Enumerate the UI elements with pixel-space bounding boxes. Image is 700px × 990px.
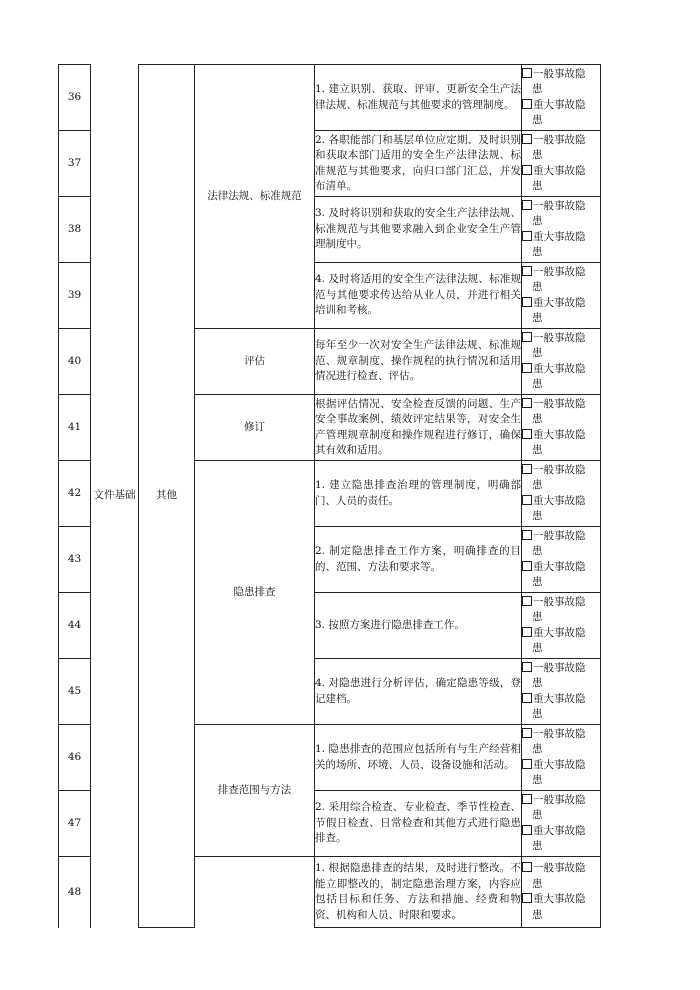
option-general[interactable]: 一般事故隐 [522,397,600,413]
checkbox-icon[interactable] [522,561,532,571]
hazard-level-options: 一般事故隐 患 重大事故隐 患 [522,197,601,263]
option-major[interactable]: 重大事故隐 [522,626,600,642]
checkbox-icon[interactable] [522,266,532,276]
option-general[interactable]: 一般事故隐 [522,595,600,611]
option-general[interactable]: 一般事故隐 [522,463,600,479]
checkbox-icon[interactable] [522,596,532,606]
row-content: 2. 采用综合检查、专业检查、季节性检查、节假日检查、日常检查和其他方式进行隐患排查。 [315,791,522,857]
option-general[interactable]: 一般事故隐 [522,265,600,281]
checkbox-icon[interactable] [522,231,532,241]
checkbox-icon[interactable] [522,530,532,540]
checkbox-icon[interactable] [522,297,532,307]
hazard-level-options: 一般事故隐 患 重大事故隐 患 [522,593,601,659]
checkbox-icon[interactable] [522,332,532,342]
row-number: 48 [59,857,91,928]
hazard-level-options: 一般事故隐 患 重大事故隐 患 [522,857,601,928]
option-general[interactable]: 一般事故隐 [522,331,600,347]
option-major[interactable]: 重大事故隐 [522,692,600,708]
option-general[interactable]: 一般事故隐 [522,133,600,149]
row-number: 43 [59,527,91,593]
checkbox-icon[interactable] [522,200,532,210]
checkbox-icon[interactable] [522,464,532,474]
checkbox-icon[interactable] [522,99,532,109]
checkbox-icon[interactable] [522,134,532,144]
checkbox-icon[interactable] [522,429,532,439]
checkbox-icon[interactable] [522,893,532,903]
row-number: 41 [59,395,91,461]
hazard-level-options: 一般事故隐 患 重大事故隐 患 [522,395,601,461]
option-major[interactable]: 重大事故隐 [522,296,600,312]
row-number: 47 [59,791,91,857]
group-eval: 评估 [195,329,315,395]
row-content: 1. 建立识别、获取、评审、更新安全生产法律法规、标准规范与其他要求的管理制度。 [315,65,522,131]
row-content: 3. 及时将识别和获取的安全生产法律法规、标准规范与其他要求融入到企业安全生产管理制度中。 [315,197,522,263]
hazard-level-options: 一般事故隐 患 重大事故隐 患 [522,461,601,527]
row-content: 1. 建立隐患排查治理的管理制度，明确部门、人员的责任。 [315,461,522,527]
hazard-level-options: 一般事故隐 患 重大事故隐 患 [522,263,601,329]
checkbox-icon[interactable] [522,759,532,769]
group-revise: 修订 [195,395,315,461]
hazard-level-options: 一般事故隐 患 重大事故隐 患 [522,791,601,857]
checkbox-icon[interactable] [522,728,532,738]
option-major[interactable]: 重大事故隐 [522,428,600,444]
group-scope: 排查范围与方法 [195,725,315,857]
row-number: 42 [59,461,91,527]
hazard-level-options: 一般事故隐 患 重大事故隐 患 [522,329,601,395]
checkbox-icon[interactable] [522,165,532,175]
checkbox-icon[interactable] [522,862,532,872]
checkbox-icon[interactable] [522,693,532,703]
hazard-level-options: 一般事故隐 患 重大事故隐 患 [522,659,601,725]
row-content: 3. 按照方案进行隐患排查工作。 [315,593,522,659]
row-content: 1. 隐患排查的范围应包括所有与生产经营相关的场所、环境、人员、设备设施和活动。 [315,725,522,791]
option-general[interactable]: 一般事故隐 [522,727,600,743]
checkbox-icon[interactable] [522,662,532,672]
option-major[interactable]: 重大事故隐 [522,164,600,180]
row-number: 46 [59,725,91,791]
row-number: 37 [59,131,91,197]
hazard-level-options: 一般事故隐 患 重大事故隐 患 [522,131,601,197]
group-laws: 法律法规、标准规范 [195,65,315,329]
option-major[interactable]: 重大事故隐 [522,230,600,246]
checkbox-icon[interactable] [522,363,532,373]
option-major[interactable]: 重大事故隐 [522,892,600,908]
row-content: 2. 各职能部门和基层单位应定期、及时识别和获取本部门适用的安全生产法律法规、标准规范与其他要求，向归口部门汇总，并发布清单。 [315,131,522,197]
checkbox-icon[interactable] [522,495,532,505]
row-number: 44 [59,593,91,659]
row-number: 45 [59,659,91,725]
row-content: 2. 制定隐患排查工作方案，明确排查的目的、范围、方法和要求等。 [315,527,522,593]
option-major[interactable]: 重大事故隐 [522,362,600,378]
hazard-level-options: 一般事故隐 患 重大事故隐 患 [522,527,601,593]
row-content: 根据评估情况、安全检查反馈的问题、生产安全事故案例、绩效评定结果等，对安全生产管理规章制度和操作规程进行修订，确保其有效和适用。 [315,395,522,461]
checkbox-icon[interactable] [522,794,532,804]
hazard-level-options: 一般事故隐 患 重大事故隐 患 [522,725,601,791]
row-content: 1. 根据隐患排查的结果，及时进行整改。不能立即整改的，制定隐患治理方案，内容应包括目标和任务、方法和措施、经费和物资、机构和人员、时限和要求。 [315,857,522,928]
checkbox-icon[interactable] [522,825,532,835]
option-major[interactable]: 重大事故隐 [522,98,600,114]
option-major[interactable]: 重大事故隐 [522,494,600,510]
row-content: 每年至少一次对安全生产法律法规、标准规范、规章制度、操作规程的执行情况和适用情况进行检查、评估。 [315,329,522,395]
row-number: 38 [59,197,91,263]
hazard-checklist-table [58,64,601,928]
level2-category: 其他 [139,65,195,928]
row-number: 39 [59,263,91,329]
row-content: 4. 及时将适用的安全生产法律法规、标准规范与其他要求传达给从业人员，并进行相关培训和考核。 [315,263,522,329]
checkbox-icon[interactable] [522,627,532,637]
option-general[interactable]: 一般事故隐 [522,661,600,677]
option-general[interactable]: 一般事故隐 [522,529,600,545]
option-general[interactable]: 一般事故隐 [522,861,600,877]
option-major[interactable]: 重大事故隐 [522,824,600,840]
row-number: 40 [59,329,91,395]
checkbox-icon[interactable] [522,398,532,408]
option-general[interactable]: 一般事故隐 [522,793,600,809]
hazard-level-options: 一般事故隐 患 重大事故隐 患 [522,65,601,131]
option-major[interactable]: 重大事故隐 [522,560,600,576]
checkbox-icon[interactable] [522,68,532,78]
level1-category: 文件基础 [91,65,139,928]
group-remediation [195,857,315,928]
option-general[interactable]: 一般事故隐 [522,199,600,215]
row-number: 36 [59,65,91,131]
option-major[interactable]: 重大事故隐 [522,758,600,774]
table-row [59,65,601,131]
group-hazard: 隐患排查 [195,461,315,725]
row-content: 4. 对隐患进行分析评估，确定隐患等级，登记建档。 [315,659,522,725]
option-general[interactable]: 一般事故隐 [522,67,600,83]
